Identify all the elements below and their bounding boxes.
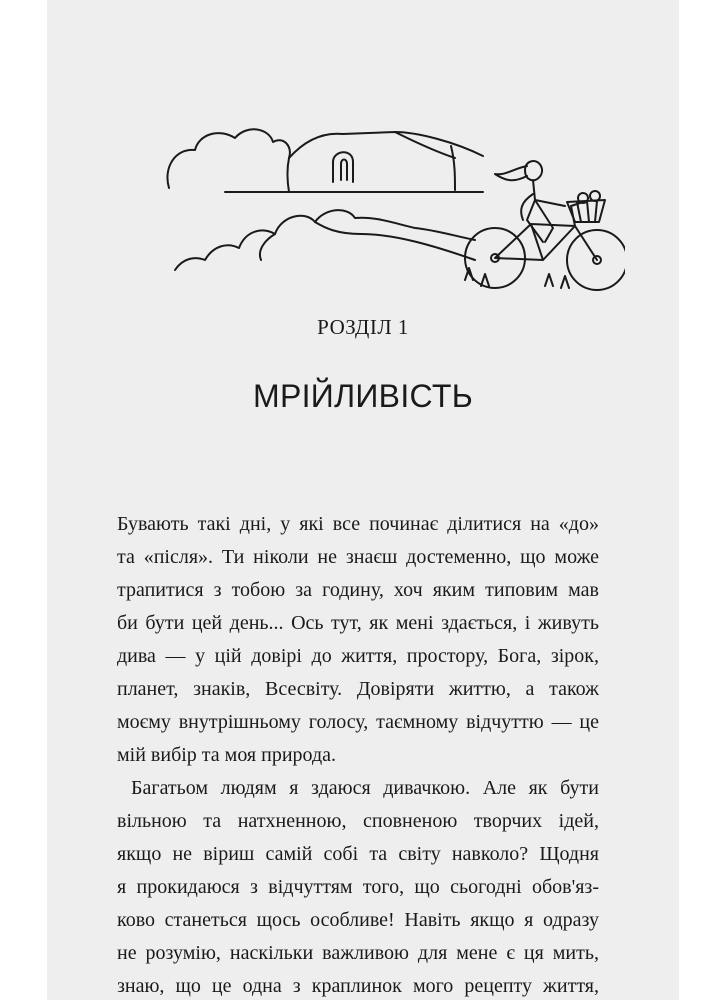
text-line: планет, знаків, Всесвіту. Довіряти життю, а також	[117, 678, 599, 700]
house-wall-left	[288, 158, 290, 192]
hill-outline	[175, 210, 475, 270]
text-line: трапитися з тобою за годину, хоч яким типовим мав	[117, 579, 599, 601]
bicycle-frame	[495, 202, 597, 260]
text-line: не розумію, наскільки важливою для мене є ця мить,	[117, 942, 599, 964]
house-and-bicycle-illustration	[165, 110, 625, 310]
text-line: Багатьом людям я здаюся дивачкою. Але як бути	[131, 777, 599, 799]
text-line: ково станеться щось особливе! Навіть якщо я одразу	[117, 909, 599, 931]
text-line: моєму внутрішньому голосу, таємному відчуттю — це	[117, 711, 599, 733]
text-line: вільною та натхненною, сповненою творчих ідей,	[117, 810, 599, 832]
text-line: знаю, що це одна з краплинок мого рецепту життя,	[117, 975, 599, 997]
house-roof	[289, 132, 483, 158]
girl-hair	[495, 166, 527, 180]
text-line: якщо не віриш самій собі та світу навколо? Щодня	[117, 843, 599, 865]
text-line: дива — у цій довірі до життя, простору, Бога, зірок,	[117, 645, 599, 667]
text-line: мій вибір та моя природа.	[117, 744, 337, 766]
house-window	[333, 152, 353, 182]
text-line: би бути цей день... Ось тут, як мені здається, і живуть	[117, 612, 599, 634]
chapter-label: РОЗДІЛ 1	[317, 315, 409, 339]
book-page	[47, 0, 679, 1000]
girl-figure	[525, 161, 542, 180]
text-line: та «після». Ти ніколи не знаєш достеменно, що може	[117, 546, 599, 568]
text-line: я прокидаюся з відчуттям того, що сьогодні обов'яз-	[117, 876, 599, 898]
house-wall-right	[451, 146, 455, 190]
bush-outline	[167, 129, 289, 188]
chapter-title: МРІЙЛИВІСТЬ	[252, 378, 474, 414]
text-line: Бувають такі дні, у які все починає ділитися на «до»	[117, 513, 599, 535]
